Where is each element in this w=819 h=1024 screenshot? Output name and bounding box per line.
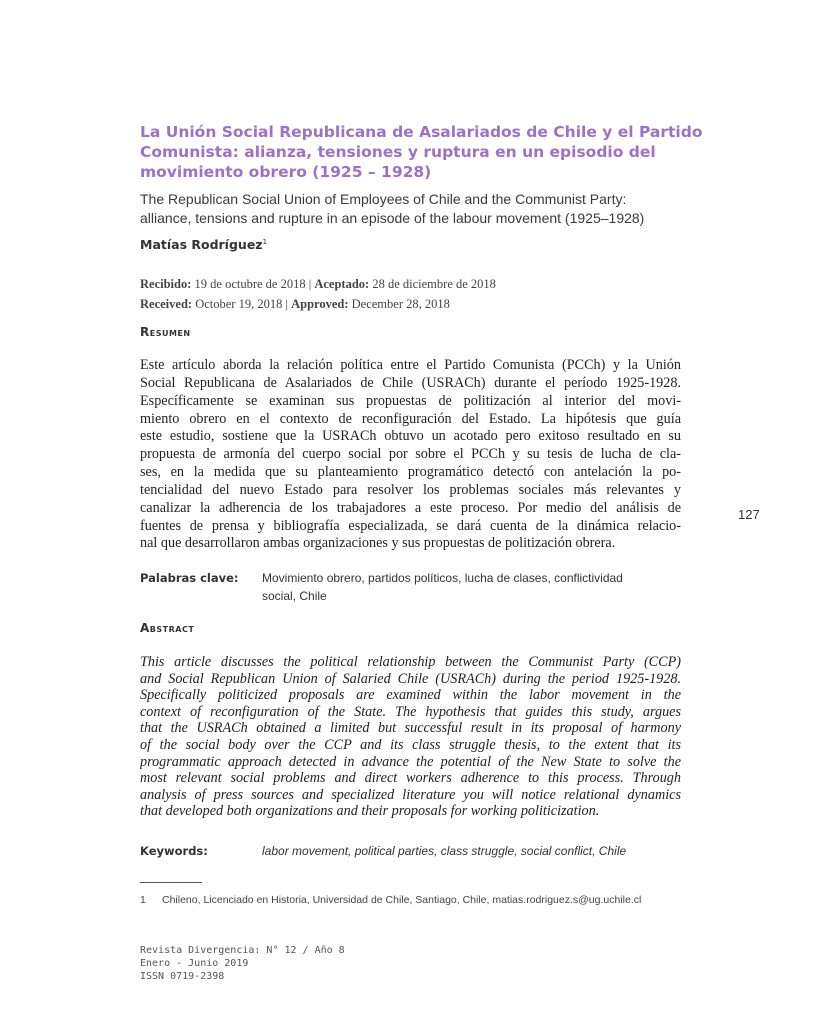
abstract-line: context of reconfiguration of the State. The hypothesis that guides this study, argues	[140, 703, 681, 720]
accepted-es-value: 28 de diciembre de 2018	[372, 277, 496, 291]
subtitle-line: alliance, tensions and rupture in an episode of the labour movement (1925–1928)	[140, 210, 645, 226]
approved-en-label: Approved:	[291, 297, 349, 311]
abstract-line: and Social Republican Union of Salaried Chile (USRACh) during the period 1925-1928.	[140, 670, 681, 687]
abstract-line: of the social body over the CCP and its class struggle thesis, to the extent that its	[140, 736, 681, 753]
title-line: Comunista: alianza, tensiones y ruptura en un episodio del	[140, 143, 656, 161]
date-separator: |	[285, 297, 288, 311]
date-separator: |	[308, 277, 312, 291]
resumen-line: Este artículo aborda la relación política entre el Partido Comunista (PCCh) y la Unión	[140, 357, 681, 373]
footnote	[140, 894, 700, 906]
received-es-value: 19 de octubre de 2018	[194, 277, 306, 291]
approved-en-value: December 28, 2018	[351, 297, 450, 311]
abstract-line: This article discusses the political relationship between the Communist Party (CCP)	[140, 654, 681, 670]
dates-english	[140, 294, 700, 314]
abstract-body	[140, 654, 681, 820]
journal-name: Revista Divergencia: N° 12 / Año 8	[140, 945, 345, 956]
resumen-line: este estudio, sostiene que la USRACh obtuvo un acotado pero exitoso resultado en su	[140, 428, 681, 445]
subtitle-line: The Republican Social Union of Employees of Chile and the Communist Party:	[140, 191, 627, 207]
title-line: movimiento obrero (1925 – 1928)	[140, 163, 432, 181]
resumen-line: propuesta de armonía del cuerpo social por sobre el PCCh y su tesis de lucha de cla-	[140, 446, 681, 463]
journal-period: Enero - Junio 2019	[140, 958, 249, 969]
article-title	[140, 122, 703, 182]
article-subtitle-english	[140, 190, 700, 228]
page-number: 127	[738, 507, 760, 522]
keywords	[140, 842, 685, 862]
accepted-es-label: Aceptado:	[314, 277, 370, 291]
author-name-text: Matías Rodríguez	[140, 237, 263, 252]
palabras-clave-text	[262, 569, 682, 605]
resumen-line: fuentes de prensa y bibliografía especializada, se dará cuenta de la dinámica relacio-	[140, 517, 681, 534]
abstract-line: that developed both organizations and their proposals for working politicization.	[140, 803, 600, 820]
resumen-line: tencialidad del nuevo Estado para resolver los problemas sociales más relevantes y	[140, 481, 681, 498]
abstract-line: most relevant social problems and direct workers adherence to this process. Through	[140, 770, 681, 787]
abstract-line: programmatic approach detected in advance the potential of the New State to solve the	[140, 753, 681, 770]
footnote-divider	[140, 882, 202, 883]
resumen-heading: Resumen	[140, 325, 191, 339]
author-footnote-mark[interactable]: 1	[262, 237, 268, 246]
resumen-line: canalizar la adherencia de los trabajadores a este proceso. Por medio del análisis de	[140, 499, 681, 516]
keywords-text: labor movement, political parties, class struggle, social conflict, Chile	[262, 844, 627, 858]
resumen-line: nal que desarrollaron ambas organizaciones y sus propuestas de politización obrera.	[140, 535, 616, 552]
dates-spanish	[140, 274, 700, 294]
footnote-number: 1	[140, 894, 146, 906]
resumen-line: ses, en la medida que su planteamiento programático detectó con antelación la po-	[140, 464, 681, 481]
palabras-clave-line: Movimiento obrero, partidos políticos, lucha de clases, conflictividad	[262, 571, 623, 585]
received-es-label: Recibido:	[140, 277, 192, 291]
received-en-label: Received:	[140, 297, 193, 311]
article-dates	[140, 274, 700, 314]
abstract-line: that the USRACh obtained a limited but successful result in its proposal of harmony	[140, 720, 681, 737]
resumen-body	[140, 357, 681, 553]
abstract-line: analysis of press sources and specialized literature you will notice relational dynamics	[140, 786, 681, 803]
keywords-label: Keywords:	[140, 844, 208, 858]
abstract-heading: Abstract	[140, 621, 195, 635]
palabras-clave-label: Palabras clave:	[140, 571, 239, 585]
abstract-line: Specifically politicized proposals are examined within the labor movement in the	[140, 687, 681, 704]
resumen-line: Social Republicana de Asalariados de Chile (USRACh) durante el período 1925-1928.	[140, 374, 681, 391]
palabras-clave-line: social, Chile	[262, 589, 327, 603]
author-name	[140, 237, 267, 252]
journal-issn: ISSN 0719-2398	[140, 971, 225, 982]
footnote-text: Chileno, Licenciado en Historia, Universidad de Chile, Santiago, Chile, matias.rodriguez.s@ug.uchile.cl	[162, 894, 642, 906]
resumen-line: miento obrero en el contexto de reconfiguración del Estado. La hipótesis que guía	[140, 410, 681, 427]
palabras-clave	[140, 569, 685, 605]
journal-info	[140, 944, 345, 983]
title-line: La Unión Social Republicana de Asalariados de Chile y el Partido	[140, 123, 703, 141]
resumen-line: Específicamente se examinan sus propuestas de politización al interior del movi-	[140, 392, 681, 409]
received-en-value: October 19, 2018	[195, 297, 283, 311]
